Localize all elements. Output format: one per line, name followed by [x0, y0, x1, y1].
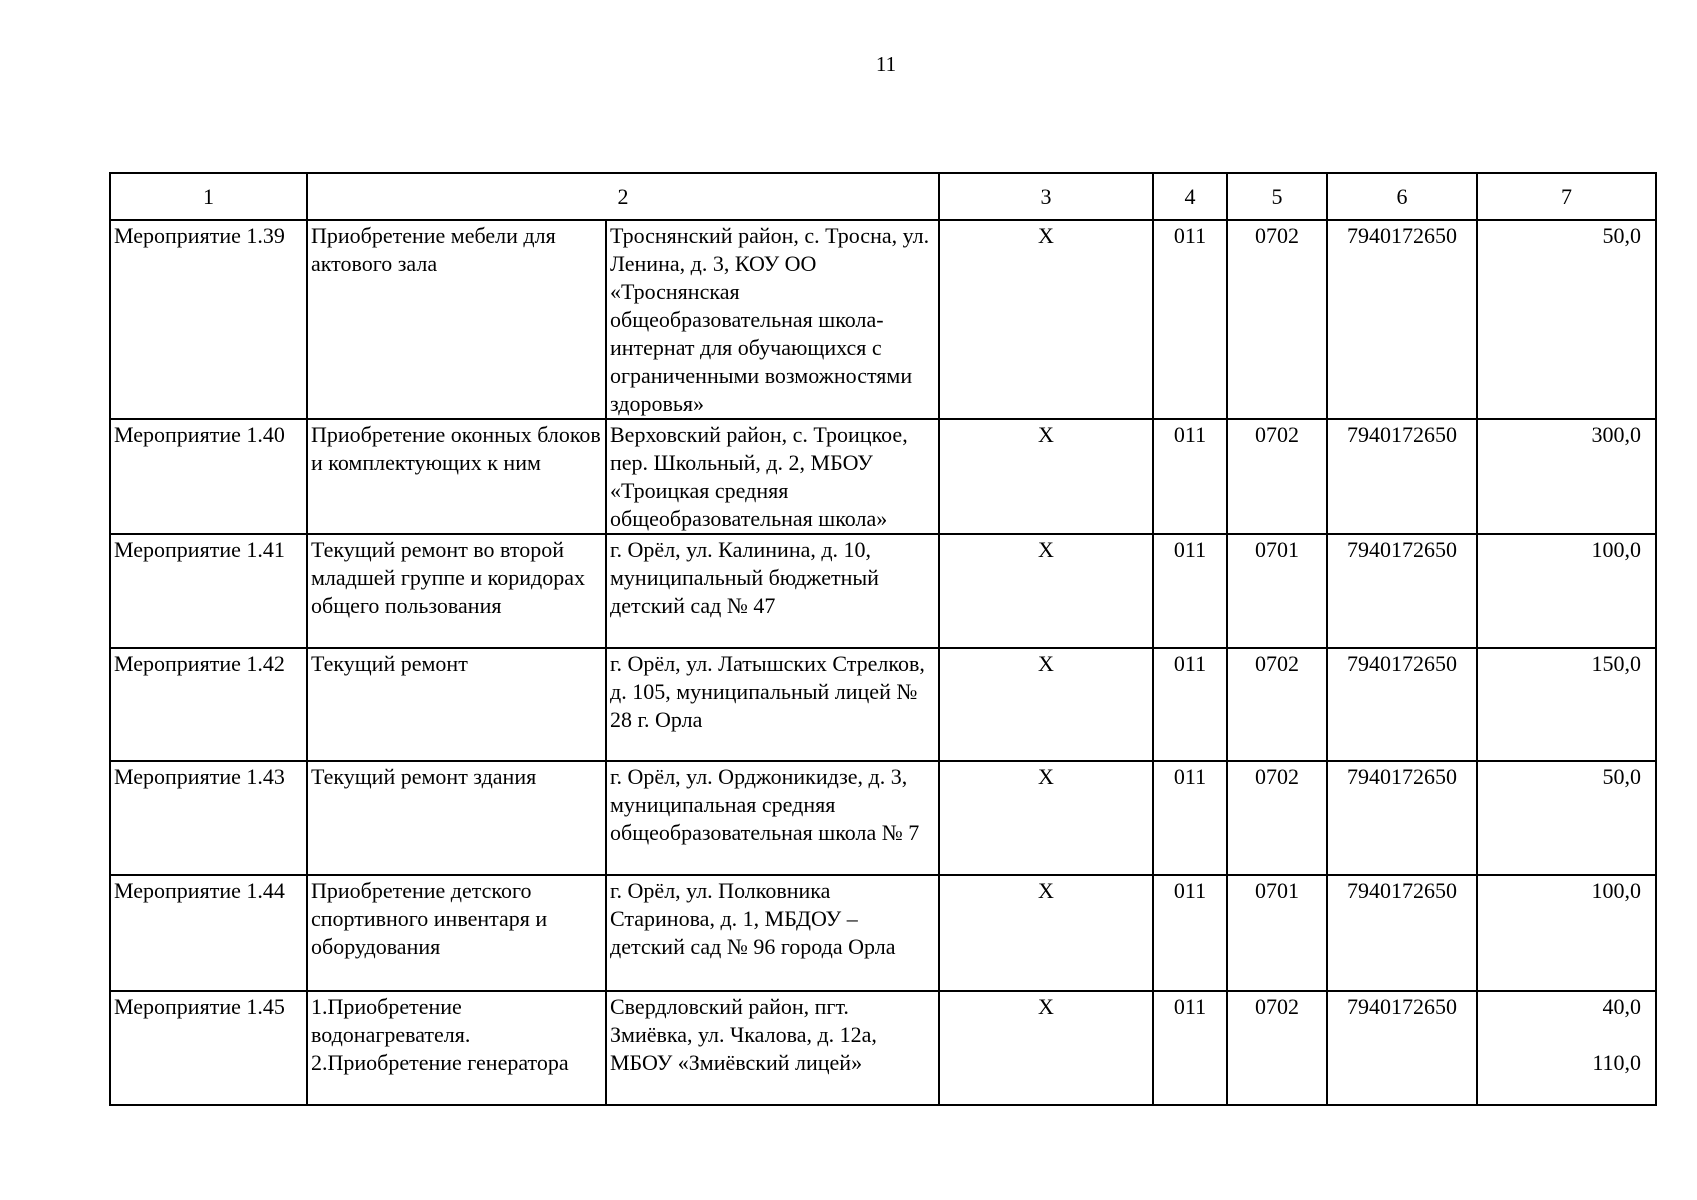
measure-location-cell: Троснянский район, с. Тросна, ул. Ленина, д. 3, КОУ ОО «Троснянская общеобразовательная школа-интернат для обучающихся с ограниченными возможностями здоровья»	[606, 220, 939, 419]
measure-location-cell: г. Орёл, ул. Полковника Старинова, д. 1, МБДОУ – детский сад № 96 города Орла	[606, 875, 939, 991]
amount-cell	[1477, 419, 1656, 534]
amount-value: 100,0	[1591, 537, 1641, 562]
col5-cell: 0702	[1227, 761, 1327, 875]
measure-name-cell: Мероприятие 1.40	[110, 419, 307, 534]
col3-cell: Х	[939, 648, 1153, 761]
col4-cell: 011	[1153, 419, 1227, 534]
table-row	[110, 875, 1656, 991]
measure-location-cell: г. Орёл, ул. Латышских Стрелков, д. 105, муниципальный лицей № 28 г. Орла	[606, 648, 939, 761]
col5-cell: 0702	[1227, 419, 1327, 534]
amount-value: 110,0	[1592, 1050, 1641, 1075]
measure-location-cell: Верховский район, с. Троицкое, пер. Школьный, д. 2, МБОУ «Троицкая средняя общеобразовательная школа»	[606, 419, 939, 534]
amount-cell	[1477, 991, 1656, 1105]
amount-cell	[1477, 534, 1656, 648]
col5-cell: 0702	[1227, 220, 1327, 419]
measure-name-cell: Мероприятие 1.44	[110, 875, 307, 991]
measure-description-cell: Приобретение мебели для актового зала	[307, 220, 606, 419]
header-cell-7: 7	[1477, 173, 1656, 220]
measure-description-cell: Текущий ремонт	[307, 648, 606, 761]
measure-description-cell: Текущий ремонт здания	[307, 761, 606, 875]
col6-cell: 7940172650	[1327, 648, 1477, 761]
col4-cell: 011	[1153, 220, 1227, 419]
amount-cell	[1477, 648, 1656, 761]
col4-cell: 011	[1153, 761, 1227, 875]
amount-gap	[1481, 1021, 1641, 1049]
col4-cell: 011	[1153, 875, 1227, 991]
table-row	[110, 991, 1656, 1105]
col3-cell: Х	[939, 875, 1153, 991]
col6-cell: 7940172650	[1327, 875, 1477, 991]
measures-table	[109, 172, 1657, 1106]
col5-cell: 0701	[1227, 875, 1327, 991]
col3-cell: Х	[939, 534, 1153, 648]
amount-value: 50,0	[1602, 223, 1641, 248]
header-cell-6: 6	[1327, 173, 1477, 220]
col3-cell: Х	[939, 991, 1153, 1105]
col5-cell: 0702	[1227, 648, 1327, 761]
col3-cell: Х	[939, 220, 1153, 419]
header-cell-4: 4	[1153, 173, 1227, 220]
measure-name-cell: Мероприятие 1.42	[110, 648, 307, 761]
col3-cell: Х	[939, 761, 1153, 875]
col4-cell: 011	[1153, 648, 1227, 761]
amount-value: 100,0	[1591, 878, 1641, 903]
header-cell-2: 2	[307, 173, 939, 220]
measure-description-cell: 1.Приобретение водонагревателя. 2.Приобретение генератора	[307, 991, 606, 1105]
measure-location-cell: г. Орёл, ул. Калинина, д. 10, муниципальный бюджетный детский сад № 47	[606, 534, 939, 648]
col3-cell: Х	[939, 419, 1153, 534]
table-row	[110, 534, 1656, 648]
table-row	[110, 761, 1656, 875]
table-row	[110, 419, 1656, 534]
amount-cell	[1477, 875, 1656, 991]
measure-name-cell: Мероприятие 1.41	[110, 534, 307, 648]
col6-cell: 7940172650	[1327, 991, 1477, 1105]
amount-value: 300,0	[1591, 422, 1641, 447]
col4-cell: 011	[1153, 534, 1227, 648]
table-row	[110, 648, 1656, 761]
measure-location-cell: г. Орёл, ул. Орджоникидзе, д. 3, муниципальная средняя общеобразовательная школа № 7	[606, 761, 939, 875]
measure-name-cell: Мероприятие 1.39	[110, 220, 307, 419]
amount-value: 150,0	[1591, 651, 1641, 676]
measure-name-cell: Мероприятие 1.43	[110, 761, 307, 875]
col5-cell: 0701	[1227, 534, 1327, 648]
measure-location-cell: Свердловский район, пгт. Змиёвка, ул. Чкалова, д. 12а, МБОУ «Змиёвский лицей»	[606, 991, 939, 1105]
amount-cell	[1477, 761, 1656, 875]
table-header-row	[110, 173, 1656, 220]
amount-cell	[1477, 220, 1656, 419]
col6-cell: 7940172650	[1327, 419, 1477, 534]
measure-description-cell: Текущий ремонт во второй младшей группе и коридорах общего пользования	[307, 534, 606, 648]
col6-cell: 7940172650	[1327, 220, 1477, 419]
col5-cell: 0702	[1227, 991, 1327, 1105]
measure-description-cell: Приобретение детского спортивного инвентаря и оборудования	[307, 875, 606, 991]
amount-value: 50,0	[1602, 764, 1641, 789]
col6-cell: 7940172650	[1327, 761, 1477, 875]
col4-cell: 011	[1153, 991, 1227, 1105]
amount-value: 40,0	[1602, 994, 1641, 1019]
table-row	[110, 220, 1656, 419]
header-cell-3: 3	[939, 173, 1153, 220]
page-number: 11	[875, 52, 897, 76]
measure-name-cell: Мероприятие 1.45	[110, 991, 307, 1105]
col6-cell: 7940172650	[1327, 534, 1477, 648]
header-cell-1: 1	[110, 173, 307, 220]
measure-description-cell: Приобретение оконных блоков и комплектующих к ним	[307, 419, 606, 534]
header-cell-5: 5	[1227, 173, 1327, 220]
